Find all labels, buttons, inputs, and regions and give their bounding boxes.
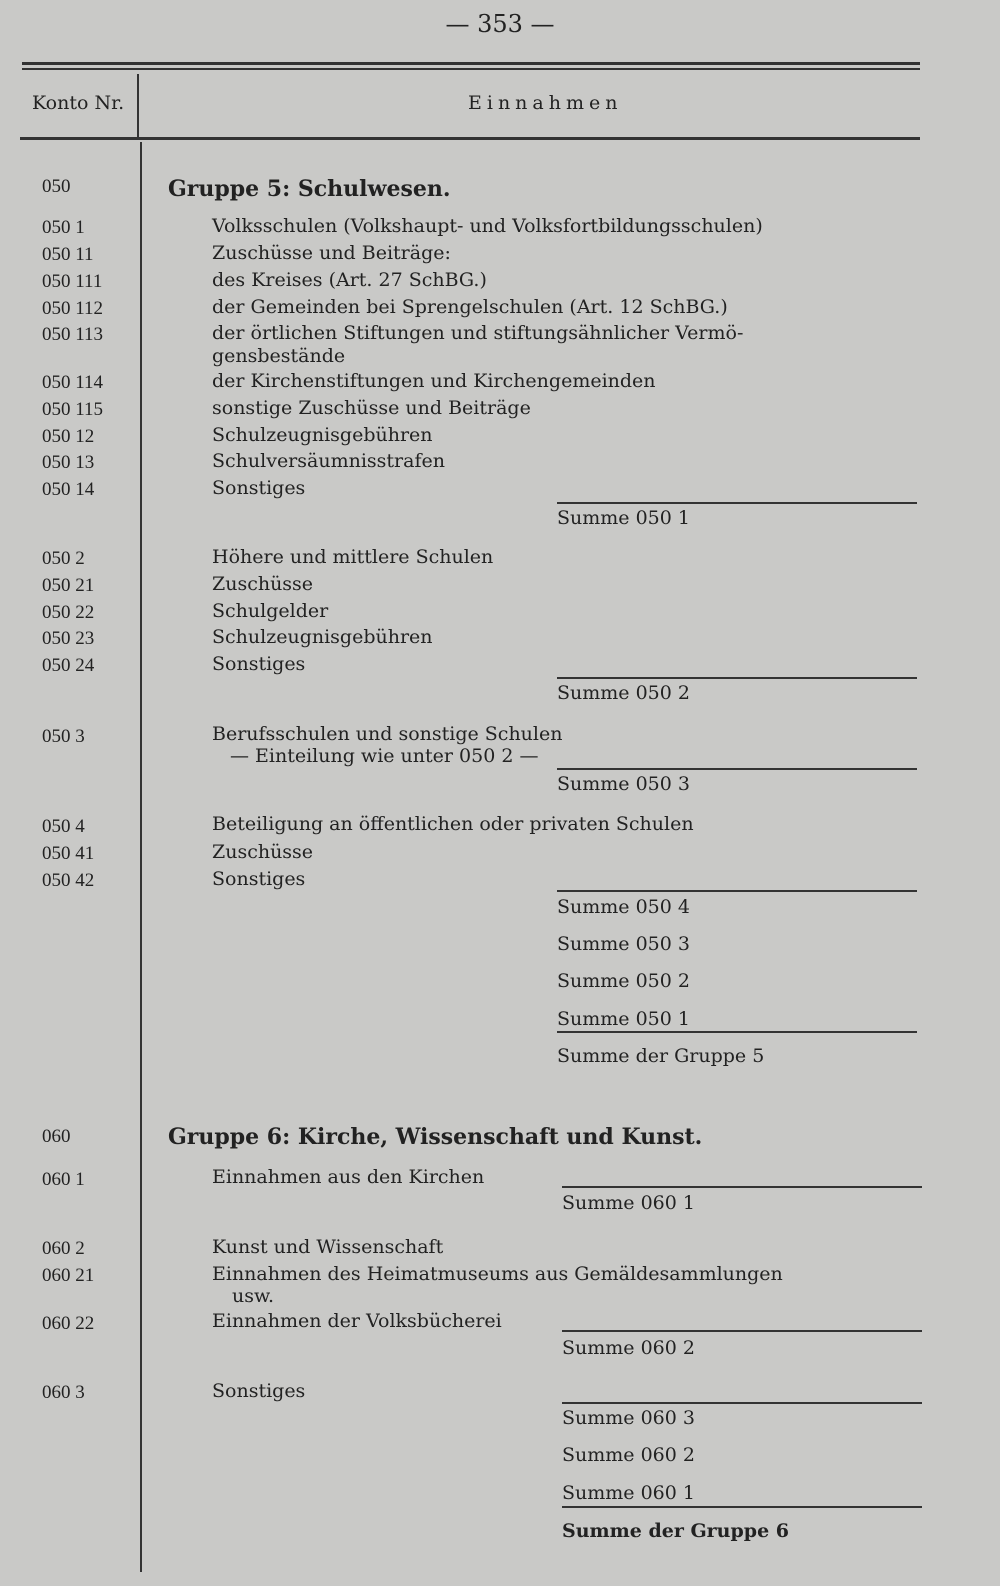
header-einnahmen: Einnahmen <box>468 92 623 114</box>
row-code: 050 11 <box>42 244 94 265</box>
row-text: Schulversäumnisstrafen <box>212 450 445 472</box>
row-text: Sonstiges <box>212 1380 306 1402</box>
row-code: 050 111 <box>42 271 103 292</box>
group5-title: Gruppe 5: Schulwesen. <box>168 176 451 202</box>
top-rule <box>22 62 920 65</box>
row-code: 050 2 <box>42 548 85 569</box>
row-text: Einnahmen des Heimatmuseums aus Gemäldesammlungen <box>212 1263 783 1285</box>
header-konto-nr: Konto Nr. <box>32 92 125 114</box>
row-code: 050 42 <box>42 870 95 891</box>
column-separator <box>140 142 142 1572</box>
sum-rule <box>557 1031 917 1033</box>
sum-rule <box>557 890 917 892</box>
row-code: 050 115 <box>42 399 104 420</box>
row-text: Zuschüsse <box>212 841 314 863</box>
sum-rule <box>557 677 917 679</box>
sum-label: Summe 050 3 <box>557 773 690 795</box>
sum-rule <box>562 1330 922 1332</box>
row-text: der örtlichen Stiftungen und stiftungsähnlicher Vermö- <box>212 322 744 344</box>
row-code: 060 3 <box>42 1382 85 1403</box>
row-code: 050 24 <box>42 655 95 676</box>
row-text: Kunst und Wissenschaft <box>212 1236 444 1258</box>
sum-label: Summe 050 3 <box>557 933 690 955</box>
row-text: Einnahmen der Volksbücherei <box>212 1310 502 1332</box>
sum-label: Summe 060 1 <box>562 1192 695 1214</box>
row-text: Sonstiges <box>212 868 306 890</box>
row-code: 060 1 <box>42 1169 85 1190</box>
row-text: der Gemeinden bei Sprengelschulen (Art. 12 SchBG.) <box>212 296 728 318</box>
sum-label: Summe 060 3 <box>562 1407 695 1429</box>
group6-total-label: Summe der Gruppe 6 <box>562 1520 789 1542</box>
row-text: Schulgelder <box>212 600 329 622</box>
sum-rule <box>557 502 917 504</box>
row-text: sonstige Zuschüsse und Beiträge <box>212 397 531 419</box>
row-text: Berufsschulen und sonstige Schulen <box>212 723 563 745</box>
sum-rule <box>562 1402 922 1404</box>
row-code: 050 113 <box>42 324 104 345</box>
row-text: Zuschüsse <box>212 573 314 595</box>
top-rule-2 <box>22 68 920 70</box>
row-text: Schulzeugnisgebühren <box>212 424 433 446</box>
row-code: 060 21 <box>42 1265 95 1286</box>
row-text: Volksschulen (Volkshaupt- und Volksfortbildungsschulen) <box>212 215 763 237</box>
row-text-continued: usw. <box>232 1285 275 1307</box>
row-text: Schulzeugnisgebühren <box>212 626 433 648</box>
sum-label: Summe 050 1 <box>557 507 690 529</box>
row-code: 050 12 <box>42 426 95 447</box>
row-text: Höhere und mittlere Schulen <box>212 546 494 568</box>
row-code: 050 1 <box>42 217 85 238</box>
row-code: 060 2 <box>42 1238 85 1259</box>
sum-label: Summe 050 4 <box>557 896 690 918</box>
sum-label: Summe 050 2 <box>557 682 690 704</box>
row-code: 050 4 <box>42 816 85 837</box>
sum-label: Summe 050 1 <box>557 1008 690 1030</box>
sum-rule <box>562 1506 922 1508</box>
row-text: Einnahmen aus den Kirchen <box>212 1166 485 1188</box>
sum-label: Summe 050 2 <box>557 970 690 992</box>
row-text: Zuschüsse und Beiträge: <box>212 242 451 264</box>
row-code: 050 23 <box>42 628 95 649</box>
row-code: 050 3 <box>42 726 85 747</box>
row-text: Sonstiges <box>212 653 306 675</box>
row-code: 060 22 <box>42 1313 95 1334</box>
row-text: Sonstiges <box>212 477 306 499</box>
row-code: 050 114 <box>42 372 104 393</box>
row-text: des Kreises (Art. 27 SchBG.) <box>212 269 487 291</box>
row-text-continued: — Einteilung wie unter 050 2 — <box>230 745 539 767</box>
sum-rule <box>557 768 917 770</box>
group5-code: 050 <box>42 176 71 197</box>
row-text: Beteiligung an öffentlichen oder privaten Schulen <box>212 813 694 835</box>
column-separator-header <box>137 74 139 137</box>
sum-label: Summe 060 2 <box>562 1444 695 1466</box>
group6-code: 060 <box>42 1126 71 1147</box>
row-code: 050 112 <box>42 298 104 319</box>
header-rule <box>20 137 920 140</box>
row-text-continued: gensbestände <box>212 345 346 367</box>
group6-title: Gruppe 6: Kirche, Wissenschaft und Kunst. <box>168 1124 703 1150</box>
row-code: 050 13 <box>42 452 95 473</box>
sum-label: Summe 060 1 <box>562 1482 695 1504</box>
row-code: 050 41 <box>42 843 95 864</box>
page-number: — 353 — <box>445 10 555 38</box>
group5-total-label: Summe der Gruppe 5 <box>557 1045 765 1067</box>
sum-rule <box>562 1186 922 1188</box>
sum-label: Summe 060 2 <box>562 1337 695 1359</box>
row-code: 050 22 <box>42 602 95 623</box>
row-text: der Kirchenstiftungen und Kirchengemeinden <box>212 370 656 392</box>
row-code: 050 14 <box>42 479 95 500</box>
row-code: 050 21 <box>42 575 95 596</box>
